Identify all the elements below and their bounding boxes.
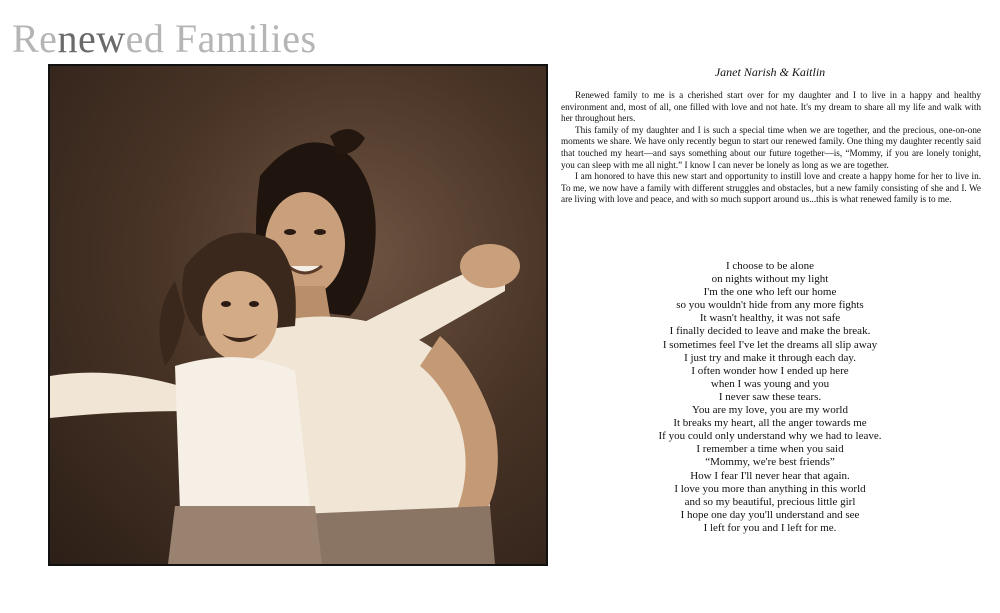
poem-line: If you could only understand why we had to leave. xyxy=(658,430,882,443)
byline: Janet Narish & Kaitlin xyxy=(714,65,826,79)
mother-eye-right xyxy=(314,229,326,235)
poem xyxy=(560,260,980,535)
poem-line: I never saw these tears. xyxy=(718,390,822,403)
poem-line: It wasn't healthy, it was not safe xyxy=(699,312,841,325)
paragraph: This family of my daughter and I is such a special time when we are together, and the precious, one-on-one moments we share. We have only recently begun to start our renewed family. One thing my daughter recently said that touched my heart—and says something about our future together—is, “Mommy, if you are lonely tonight, you can sleep with me all night.” I know I can never be lonely as long as we are together. xyxy=(561,124,981,170)
title-part-1: Re xyxy=(12,16,58,61)
poem-line: on nights without my light xyxy=(711,273,829,286)
poem-line: “Mommy, we're best friends” xyxy=(705,456,835,469)
daughter-face xyxy=(202,271,278,361)
poem-line: I left for you and I left for me. xyxy=(703,521,837,534)
mother-eye-left xyxy=(284,229,296,235)
poem-line: I'm the one who left our home xyxy=(703,286,837,299)
page-title xyxy=(12,14,317,64)
poem-line: I just try and make it through each day. xyxy=(684,351,856,364)
poem-line: when I was young and you xyxy=(710,377,830,390)
poem-line: and so my beautiful, precious little girl xyxy=(684,495,856,508)
poem-line: How I fear I'll never hear that again. xyxy=(690,469,850,482)
poem-line: I choose to be alone xyxy=(726,260,814,272)
poem-line: I finally decided to leave and make the break. xyxy=(669,325,871,338)
daughter-arm-left xyxy=(50,373,185,418)
paragraph: I am honored to have this new start and opportunity to instill love and create a happy home for her to live in. To me, we now have a family with different struggles and obstacles, but a new family consisting of she and I. We are living with love and peace, and with so much support around us...this is what renewed family is to me. xyxy=(561,171,981,205)
portrait-illustration xyxy=(50,66,546,564)
poem-line: You are my love, you are my world xyxy=(692,404,848,417)
title-part-3: ed Families xyxy=(125,16,317,61)
article-body xyxy=(561,90,981,206)
paragraph: Renewed family to me is a cherished start over for my daughter and I to live in a happy and healthy environment and, most of all, one filled with love and not hate. It's my dream to share all my life and walk with her throughout hers. xyxy=(561,90,981,124)
poem-line: It breaks my heart, all the anger towards me xyxy=(673,417,867,430)
poem-line: so you wouldn't hide from any more fights xyxy=(676,299,864,312)
daughter-jeans xyxy=(168,506,322,564)
family-photo xyxy=(48,64,548,566)
poem-line: I remember a time when you said xyxy=(696,443,844,456)
poem-line: I hope one day you'll understand and see xyxy=(680,508,860,521)
poem-line: I sometimes feel I've let the dreams all slip away xyxy=(662,338,878,351)
daughter-eye-right xyxy=(249,301,259,307)
poem-line: I often wonder how I ended up here xyxy=(691,364,849,377)
clasped-hands xyxy=(460,244,520,288)
daughter-shirt xyxy=(175,357,310,515)
daughter-eye-left xyxy=(221,301,231,307)
poem-line: I love you more than anything in this world xyxy=(674,482,866,495)
daughter-ponytail xyxy=(159,281,185,366)
title-part-2: new xyxy=(57,16,126,61)
